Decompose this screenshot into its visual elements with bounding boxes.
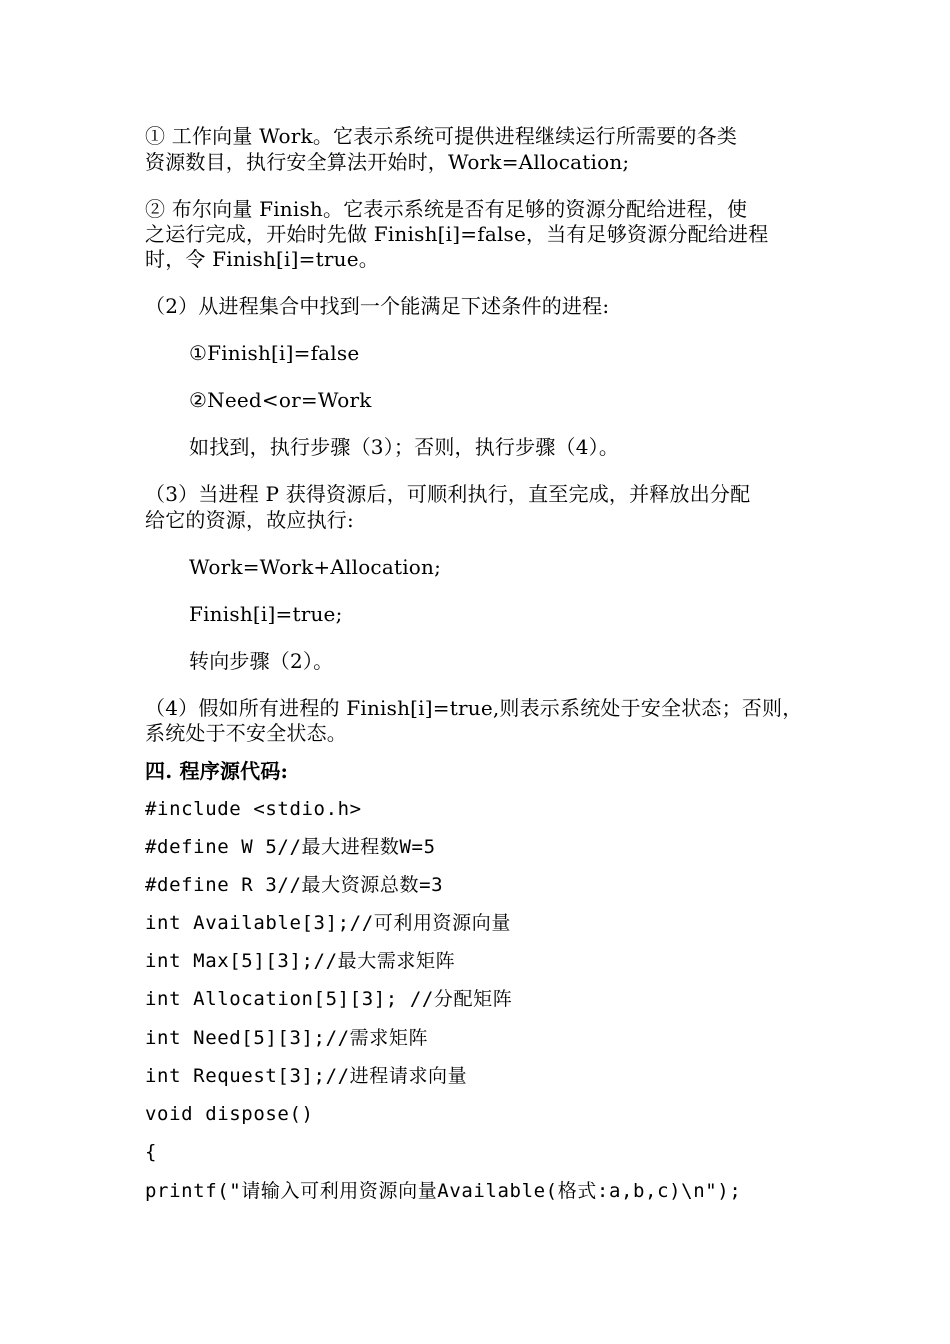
step-2-intro: （2）从进程集合中找到一个能满足下述条件的进程: (145, 294, 610, 318)
step-3-statement-1: Work=Work+Allocation; (189, 555, 442, 579)
step-4-line-1: （4）假如所有进程的 Finish[i]=true,则表示系统处于安全状态；否则， (145, 696, 803, 720)
code-line: #define W 5//最大进程数W=5 (145, 836, 436, 858)
work-vector-line-2: 资源数目，执行安全算法开始时，Work=Allocation; (145, 150, 630, 174)
code-line: int Request[3];//进程请求向量 (145, 1065, 468, 1087)
step-3-statement-2: Finish[i]=true; (189, 602, 343, 626)
code-line: #define R 3//最大资源总数=3 (145, 874, 444, 896)
step-3-line-2: 给它的资源，故应执行: (145, 508, 354, 532)
code-line: { (145, 1141, 158, 1163)
code-line: int Allocation[5][3]; //分配矩阵 (145, 988, 513, 1010)
finish-vector-line-1: ② 布尔向量 Finish。它表示系统是否有足够的资源分配给进程，使 (145, 197, 748, 221)
code-line: int Need[5][3];//需求矩阵 (145, 1027, 429, 1049)
finish-vector-line-2: 之运行完成，开始时先做 Finish[i]=false，当有足够资源分配给进程 (145, 222, 769, 246)
finish-vector-line-3: 时，令 Finish[i]=true。 (145, 247, 379, 271)
step-2-condition-1: ①Finish[i]=false (189, 341, 360, 365)
code-line: #include <stdio.h> (145, 798, 362, 820)
step-4-line-2: 系统处于不安全状态。 (145, 721, 347, 745)
code-line: int Max[5][3];//最大需求矩阵 (145, 950, 456, 972)
code-line: void dispose() (145, 1103, 314, 1125)
section-heading-source-code: 四. 程序源代码: (145, 759, 289, 783)
step-2-condition-2: ②Need<or=Work (189, 388, 372, 412)
work-vector-line-1: ① 工作向量 Work。它表示系统可提供进程继续运行所需要的各类 (145, 124, 738, 148)
code-line: int Available[3];//可利用资源向量 (145, 912, 511, 934)
code-line: printf("请输入可利用资源向量Available(格式:a,b,c)\n"); (145, 1180, 742, 1202)
step-3-line-1: （3）当进程 P 获得资源后，可顺利执行，直至完成，并释放出分配 (145, 482, 751, 506)
step-2-branch: 如找到，执行步骤（3）；否则，执行步骤（4）。 (189, 435, 620, 459)
step-3-goto: 转向步骤（2）。 (189, 649, 334, 673)
